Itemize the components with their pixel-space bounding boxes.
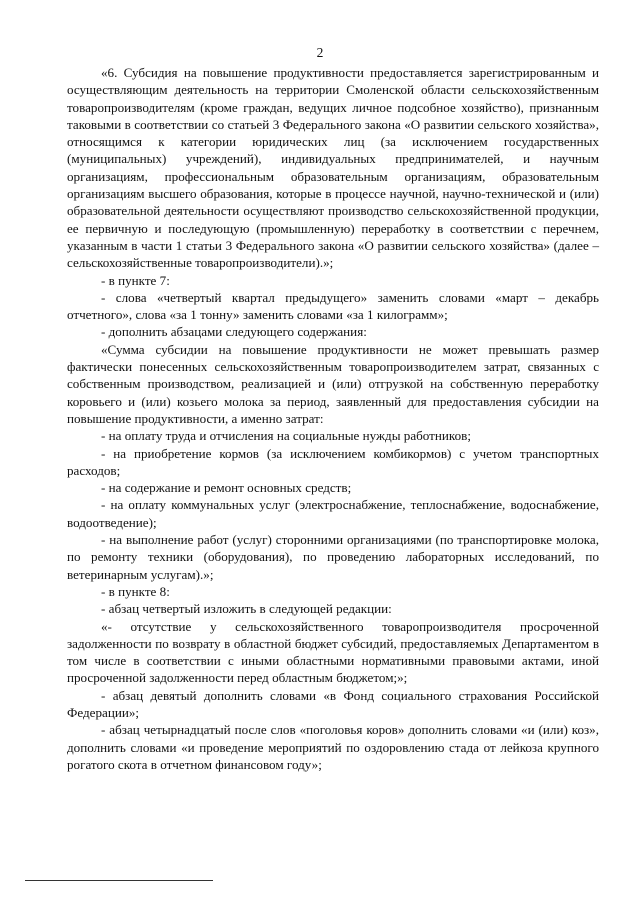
paragraph-utility-costs: - на оплату коммунальных услуг (электроснабжение, теплоснабжение, водоснабжение, водоотведение); bbox=[67, 497, 599, 530]
paragraph-replace-words: - слова «четвертый квартал предыдущего» заменить словами «март – декабрь отчетного», слова «за 1 тонну» заменить словами «за 1 килограмм»; bbox=[67, 289, 599, 323]
paragraph-fourteenth-clause: - абзац четырнадцатый после слов «поголовья коров» дополнить словами «и (или) коз», дополнить словами «и проведение мероприятий по оздоровлению стада от лейкоза крупного рогатого скота в отчетном финансовом году»; bbox=[67, 722, 599, 772]
paragraph-feed-costs: - на приобретение кормов (за исключением комбикормов) с учетом транспортных расходов; bbox=[67, 445, 599, 478]
paragraph-point-7: - в пункте 7: bbox=[101, 272, 170, 288]
paragraph-add-clauses: - дополнить абзацами следующего содержания: bbox=[101, 324, 367, 340]
document-body bbox=[67, 64, 599, 773]
page-number: 2 bbox=[316, 45, 324, 60]
paragraph-no-overdue-debt: «- отсутствие у сельскохозяйственного товаропроизводителя просроченной задолженности по возврату в областной бюджет субсидий, предоставляемых Департаментом в том числе в соответствии с иными областными нормативными правовыми актами, иной просроченной задолженности перед областным бюджетом;»; bbox=[67, 618, 599, 686]
paragraph-point-8: - в пункте 8: bbox=[101, 583, 170, 599]
paragraph-ninth-clause: - абзац девятый дополнить словами «в Фонд социального страхования Российской Федерации»; bbox=[67, 687, 599, 720]
paragraph-fourth-clause: - абзац четвертый изложить в следующей редакции: bbox=[101, 601, 392, 617]
paragraph-subsidy-definition: «6. Субсидия на повышение продуктивности предоставляется зарегистрированным и осуществляющим деятельность на территории Смоленской области сельскохозяйственным товаропроизводителям (кроме граждан, ведущих личное подсобное хозяйство), признанным таковыми в соответствии со статьей 3 Федерального закона «О развитии сельского хозяйства», относящимся к категории юридических лиц (за исключением государственных (муниципальных) учреждений), индивидуальных предпринимателей, и научным организациям, профессиональным образовательным организациям, образовательным организациям высшего образования, которые в процессе научной, научно-технической и (или) образовательной деятельности осуществляют производство сельскохозяйственной продукции, ее первичную и последующую (промышленную) переработку в соответствии с перечнем, указанным в части 1 статьи 3 Федерального закона «О развитии сельского хозяйства» (далее – сельскохозяйственные товаропроизводители).»; bbox=[67, 65, 599, 271]
paragraph-labor-costs: - на оплату труда и отчисления на социальные нужды работников; bbox=[101, 428, 471, 444]
paragraph-maintenance-costs: - на содержание и ремонт основных средств; bbox=[101, 480, 352, 496]
paragraph-third-party-services: - на выполнение работ (услуг) сторонними организациями (по транспортировке молока, по ремонту техники (оборудования), по проведению лабораторных исследований, по ветеринарным услугам).»; bbox=[67, 532, 599, 582]
footer-rule bbox=[25, 880, 213, 881]
paragraph-subsidy-limit: «Сумма субсидии на повышение продуктивности не может превышать размер фактически понесенных сельскохозяйственным товаропроизводителем затрат, связанных с собственным производством, реализацией и (или) отгрузкой на собственную переработку коровьего и (или) козьего молока за период, заявленный для предоставления субсидии на повышение продуктивности, а именно затрат: bbox=[67, 341, 599, 426]
